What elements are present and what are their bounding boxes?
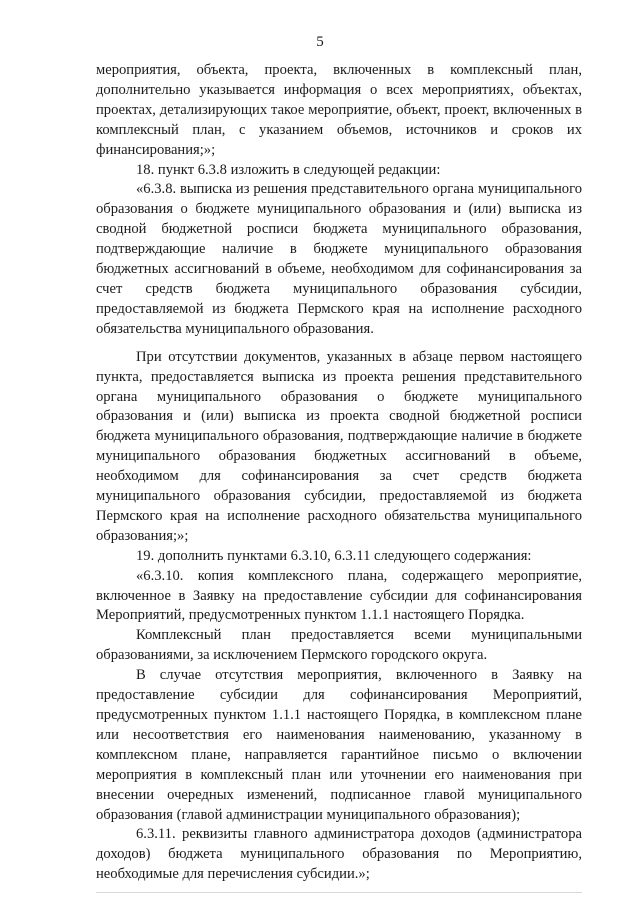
paragraph-6-3-10: «6.3.10. копия комплексного плана, содержащего мероприятие, включенное в Заявку на предоставление субсидии для софинансирования Мероприятий, предусмотренных пунктом 1.1.1 настоящего Порядка. [96, 567, 582, 624]
page-bottom-divider [96, 892, 582, 893]
paragraph-absence-of-documents: При отсутствии документов, указанных в абзаце первом настоящего пункта, предоставляется выписка из проекта решения представительного органа муниципального образования о бюджете муниципального образования и (или) выписка из проекта сводной бюджетной росписи бюджета муниципального образования, подтверждающие наличие в бюджете муниципального образования бюджетных ассигнований в объеме, необходимом для софинансирования за счет средств бюджета муниципального образования субсидии, предоставляемой из бюджета Пермского края на исполнение расходного обязательства муниципального образования;»; [96, 348, 582, 544]
paragraph-item-19: 19. дополнить пунктами 6.3.10, 6.3.11 следующего содержания: [136, 547, 532, 564]
page-number: 5 [316, 34, 324, 50]
document-body [96, 61, 582, 885]
paragraph-6-3-8: «6.3.8. выписка из решения представительного органа муниципального образования о бюджете муниципального образования и (или) выписка из сводной бюджетной росписи бюджета муниципального образования, подтверждающие наличие в бюджете муниципального образования бюджетных ассигнований в объеме, необходимом для софинансирования за счет средств бюджета муниципального образования субсидии, предоставляемой из бюджета Пермского края на исполнение расходного обязательства муниципального образования. [96, 181, 582, 337]
paragraph-6-3-11: 6.3.11. реквизиты главного администратора доходов (администратора доходов) бюджета муниципального образования по Мероприятию, необходимые для перечисления субсидии.»; [96, 826, 582, 883]
paragraph-guarantee-letter: В случае отсутствия мероприятия, включенного в Заявку на предоставление субсидии для софинансирования Мероприятий, предусмотренных пунктом 1.1.1 настоящего Порядка, в комплексном плане или несоответствия его наименования наименованию, указанному в комплексном плане, направляется гарантийное письмо о включении мероприятия в комплексный план или уточнении его наименования при внесении очередных изменений, подписанное главой муниципального образования (главой администрации муниципального образования); [96, 667, 582, 823]
paragraph-complex-plan: Комплексный план предоставляется всеми муниципальными образованиями, за исключением Пермского городского округа. [96, 627, 582, 664]
paragraph-continuation: мероприятия, объекта, проекта, включенных в комплексный план, дополнительно указывается информация о всех мероприятиях, объектах, проектах, детализирующих такое мероприятие, объект, проект, включенных в комплексный план, с указанием объемов, источников и сроков их финансирования;»; [96, 62, 582, 158]
paragraph-item-18: 18. пункт 6.3.8 изложить в следующей редакции: [136, 161, 441, 178]
